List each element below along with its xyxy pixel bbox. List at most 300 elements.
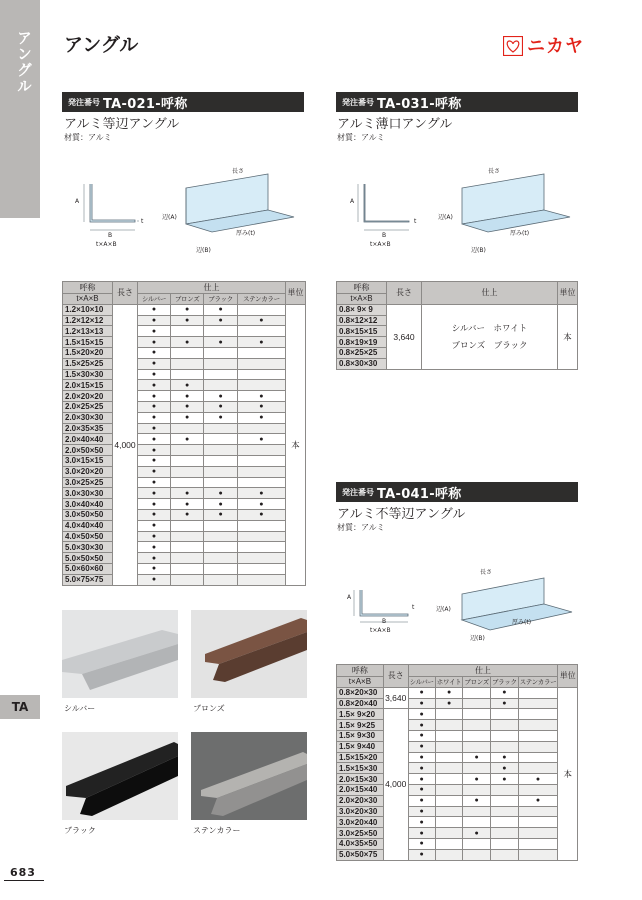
finish-dot-cell	[435, 752, 463, 763]
finish-dot-cell	[170, 358, 203, 369]
finish-dot-cell	[237, 455, 285, 466]
finish-dot-cell: ●	[170, 380, 203, 391]
col-hosho: 呼称	[337, 282, 387, 294]
finish-dot-cell	[204, 574, 238, 585]
finish-dot-cell	[170, 531, 203, 542]
finish-dot-cell: ●	[204, 401, 238, 412]
finish-header: ステンカラー	[237, 294, 285, 305]
finish-dot-cell: ●	[408, 709, 435, 720]
brand-logo: ニカヤ	[527, 36, 584, 57]
finish-dot-cell: ●	[237, 401, 285, 412]
stain-color-angle-photo	[191, 732, 307, 820]
finish-dot-cell	[490, 806, 518, 817]
finish-dot-cell	[518, 817, 558, 828]
ta021-dim-t: t	[141, 218, 144, 225]
finish-dot-cell	[237, 466, 285, 477]
table-row	[63, 391, 306, 402]
ta021-code-bar	[62, 92, 304, 112]
ta031-dim-b: B	[382, 232, 387, 239]
order-no-label: 発注番号	[342, 97, 374, 107]
finish-dot-cell	[435, 784, 463, 795]
finish-dot-cell: ●	[138, 553, 171, 564]
finish-dot-cell	[518, 752, 558, 763]
finish-dot-cell	[518, 720, 558, 731]
black-angle-photo	[62, 732, 178, 820]
finish-dot-cell: ●	[138, 542, 171, 553]
ta021-dim-txaxb: t×A×B	[96, 241, 117, 248]
finish-dot-cell: ●	[138, 326, 171, 337]
finish-dot-cell	[204, 434, 238, 445]
finish-dot-cell	[237, 477, 285, 488]
table-row	[337, 709, 578, 720]
finish-dot-cell: ●	[237, 412, 285, 423]
size-cell: 3.0×20×30	[337, 806, 384, 817]
finish-dot-cell: ●	[138, 477, 171, 488]
table-row	[337, 720, 578, 731]
finish-dot-cell: ●	[138, 401, 171, 412]
finish-dot-cell: ●	[204, 488, 238, 499]
size-cell: 3.0×20×20	[63, 466, 113, 477]
col-txaxb: t×A×B	[63, 294, 113, 305]
finish-dot-cell: ●	[237, 509, 285, 520]
table-row	[337, 687, 578, 698]
finish-dot-cell: ●	[408, 784, 435, 795]
table-row	[337, 698, 578, 709]
finish-dot-cell: ●	[490, 763, 518, 774]
finish-dot-cell	[204, 358, 238, 369]
finish-dot-cell: ●	[170, 499, 203, 510]
ta041-spec-table	[336, 664, 578, 861]
ta041-material: 材質：アルミ	[337, 523, 385, 532]
finish-dot-cell: ●	[204, 499, 238, 510]
finish-dot-cell	[463, 709, 491, 720]
size-cell: 1.5× 9×30	[337, 730, 384, 741]
size-cell: 1.5×25×25	[63, 358, 113, 369]
bronze-angle-photo	[191, 610, 307, 698]
table-row	[63, 412, 306, 423]
col-unit: 単位	[558, 665, 578, 688]
heart-logo-icon	[503, 36, 523, 56]
finish-dot-cell: ●	[408, 730, 435, 741]
size-cell: 1.5× 9×25	[337, 720, 384, 731]
table-row	[63, 423, 306, 434]
finish-dot-cell: ●	[170, 412, 203, 423]
finish-dot-cell: ●	[463, 795, 491, 806]
col-txaxb: t×A×B	[337, 294, 387, 305]
ta031-dim-side-a: 辺(A)	[438, 214, 453, 221]
size-cell: 3.0×30×30	[63, 488, 113, 499]
finish-dot-cell	[435, 806, 463, 817]
size-cell: 4.0×50×50	[63, 531, 113, 542]
finish-dot-cell: ●	[490, 687, 518, 698]
page-number-rule	[4, 880, 44, 881]
size-cell: 3.0×25×50	[337, 828, 384, 839]
size-cell: 0.8× 9× 9	[337, 304, 387, 315]
finish-dot-cell	[490, 784, 518, 795]
size-cell: 3.0×40×40	[63, 499, 113, 510]
finish-dot-cell: ●	[138, 380, 171, 391]
finish-dot-cell	[204, 326, 238, 337]
finish-dot-cell	[463, 741, 491, 752]
ta041-dim-thickness: 厚み(t)	[512, 619, 532, 626]
finish-dot-cell	[204, 466, 238, 477]
size-cell: 1.5×20×20	[63, 347, 113, 358]
table-row	[63, 520, 306, 531]
size-cell: 0.8×20×30	[337, 687, 384, 698]
finish-dot-cell	[435, 720, 463, 731]
table-row	[63, 455, 306, 466]
size-cell: 1.5×30×30	[63, 369, 113, 380]
table-row	[63, 542, 306, 553]
ta041-dim-t: t	[412, 604, 415, 611]
table-row	[337, 304, 578, 315]
size-cell: 2.0×20×30	[337, 795, 384, 806]
finish-dot-cell	[435, 763, 463, 774]
finish-line: ブロンズ ブラック	[451, 339, 528, 350]
finish-dot-cell	[204, 455, 238, 466]
finish-dot-cell	[170, 553, 203, 564]
size-cell: 3.0×20×40	[337, 817, 384, 828]
finish-dot-cell: ●	[408, 828, 435, 839]
finish-dot-cell	[170, 326, 203, 337]
finish-dot-cell	[435, 774, 463, 785]
size-cell: 0.8×25×25	[337, 347, 387, 358]
photo-caption-bronze: ブロンズ	[193, 704, 225, 713]
table-row	[63, 488, 306, 499]
finish-dot-cell: ●	[138, 520, 171, 531]
finish-dot-cell: ●	[138, 304, 171, 315]
size-cell: 5.0×50×50	[63, 553, 113, 564]
finish-dot-cell: ●	[204, 337, 238, 348]
finish-dot-cell	[518, 763, 558, 774]
ta021-spec-table	[62, 281, 306, 586]
size-cell: 2.0×40×40	[63, 434, 113, 445]
finish-dot-cell: ●	[170, 488, 203, 499]
col-unit: 単位	[558, 282, 578, 305]
size-cell: 0.8×15×15	[337, 326, 387, 337]
finish-dot-cell	[463, 806, 491, 817]
ta021-dim-side-b: 辺(B)	[196, 247, 211, 254]
finish-dot-cell: ●	[170, 434, 203, 445]
ta021-title: アルミ等辺アングル	[64, 117, 180, 132]
finish-dot-cell: ●	[463, 774, 491, 785]
finish-cell	[422, 304, 558, 369]
size-cell: 1.5×15×15	[63, 337, 113, 348]
size-cell: 0.8×30×30	[337, 358, 387, 369]
ta021-dim-b: B	[108, 232, 113, 239]
finish-dot-cell: ●	[237, 337, 285, 348]
order-no-label: 発注番号	[342, 487, 374, 497]
finish-dot-cell	[518, 806, 558, 817]
finish-dot-cell: ●	[138, 412, 171, 423]
finish-dot-cell	[490, 709, 518, 720]
finish-dot-cell	[518, 698, 558, 709]
size-cell: 4.0×40×40	[63, 520, 113, 531]
finish-dot-cell	[463, 687, 491, 698]
table-row	[63, 499, 306, 510]
ta041-title: アルミ不等辺アングル	[337, 507, 466, 522]
table-row	[63, 466, 306, 477]
ta021-dim-side-a: 辺(A)	[162, 214, 177, 221]
size-cell: 5.0×50×75	[337, 849, 384, 860]
finish-dot-cell: ●	[408, 741, 435, 752]
finish-dot-cell	[490, 795, 518, 806]
finish-dot-cell	[435, 838, 463, 849]
finish-dot-cell	[237, 520, 285, 531]
finish-dot-cell: ●	[237, 434, 285, 445]
finish-dot-cell	[518, 730, 558, 741]
ta041-code: TA-041-呼称	[377, 486, 462, 502]
finish-dot-cell	[204, 553, 238, 564]
finish-dot-cell	[490, 838, 518, 849]
finish-dot-cell: ●	[138, 423, 171, 434]
finish-dot-cell: ●	[518, 795, 558, 806]
size-cell: 2.0×15×15	[63, 380, 113, 391]
table-row	[337, 774, 578, 785]
finish-dot-cell	[518, 741, 558, 752]
photo-stain	[191, 732, 307, 824]
col-finish: 仕上	[408, 665, 558, 677]
size-cell: 2.0×25×25	[63, 401, 113, 412]
finish-dot-cell	[237, 445, 285, 456]
finish-dot-cell	[435, 795, 463, 806]
finish-dot-cell: ●	[204, 304, 238, 315]
finish-dot-cell: ●	[204, 509, 238, 520]
finish-dot-cell	[204, 477, 238, 488]
finish-dot-cell: ●	[138, 347, 171, 358]
ta041-dim-length: 長さ	[480, 569, 493, 576]
finish-dot-cell	[237, 358, 285, 369]
ta021-dim-thickness: 厚み(t)	[236, 230, 256, 237]
finish-dot-cell	[170, 347, 203, 358]
finish-dot-cell: ●	[170, 304, 203, 315]
finish-dot-cell: ●	[204, 315, 238, 326]
finish-dot-cell: ●	[138, 499, 171, 510]
finish-dot-cell: ●	[138, 563, 171, 574]
table-row	[63, 477, 306, 488]
finish-list	[423, 320, 556, 354]
ta041-dim-side-b: 辺(B)	[470, 635, 485, 642]
size-cell: 4.0×35×50	[337, 838, 384, 849]
ta041-dim-txaxb: t×A×B	[370, 627, 391, 634]
finish-dot-cell: ●	[138, 369, 171, 380]
ta031-material: 材質：アルミ	[337, 133, 385, 142]
table-row	[337, 806, 578, 817]
finish-dot-cell	[237, 542, 285, 553]
col-length: 長さ	[387, 282, 422, 305]
length-cell: 3,640	[387, 304, 422, 369]
finish-dot-cell	[518, 838, 558, 849]
finish-dot-cell	[518, 687, 558, 698]
finish-dot-cell	[204, 542, 238, 553]
ta031-dim-side-b: 辺(B)	[471, 247, 486, 254]
unit-cell: 本	[558, 687, 578, 860]
finish-header: ブロンズ	[170, 294, 203, 305]
finish-dot-cell: ●	[170, 315, 203, 326]
size-cell: 3.0×25×25	[63, 477, 113, 488]
finish-dot-cell: ●	[204, 391, 238, 402]
finish-dot-cell	[435, 730, 463, 741]
length-cell: 4,000	[113, 304, 138, 585]
photo-black	[62, 732, 178, 824]
unit-cell: 本	[286, 304, 306, 585]
finish-dot-cell	[490, 849, 518, 860]
finish-dot-cell	[170, 466, 203, 477]
size-cell: 2.0×15×40	[337, 784, 384, 795]
finish-header: ブラック	[204, 294, 238, 305]
finish-dot-cell	[237, 326, 285, 337]
finish-line: シルバー ホワイト	[451, 322, 528, 333]
photo-caption-silver: シルバー	[64, 704, 96, 713]
length-cell: 3,640	[383, 687, 408, 709]
ta041-dim-b: B	[382, 618, 387, 625]
finish-dot-cell	[237, 423, 285, 434]
table-row	[63, 380, 306, 391]
finish-dot-cell: ●	[237, 499, 285, 510]
finish-dot-cell: ●	[138, 574, 171, 585]
finish-dot-cell	[237, 369, 285, 380]
col-hosho: 呼称	[337, 665, 384, 677]
size-cell: 0.8×20×40	[337, 698, 384, 709]
silver-angle-photo	[62, 610, 178, 698]
finish-header: シルバー	[408, 677, 435, 688]
finish-dot-cell: ●	[408, 698, 435, 709]
section-tab[interactable]: TA	[0, 695, 40, 719]
col-unit: 単位	[286, 282, 306, 305]
finish-dot-cell: ●	[435, 687, 463, 698]
col-length: 長さ	[383, 665, 408, 688]
size-cell: 2.0×15×30	[337, 774, 384, 785]
finish-dot-cell	[463, 720, 491, 731]
finish-dot-cell	[463, 784, 491, 795]
finish-dot-cell	[518, 709, 558, 720]
table-row	[63, 347, 306, 358]
finish-dot-cell	[204, 531, 238, 542]
finish-dot-cell	[435, 828, 463, 839]
size-cell: 3.0×50×50	[63, 509, 113, 520]
size-cell: 5.0×75×75	[63, 574, 113, 585]
finish-dot-cell: ●	[408, 849, 435, 860]
finish-dot-cell: ●	[204, 412, 238, 423]
ta031-dim-txaxb: t×A×B	[370, 241, 391, 248]
table-row	[63, 369, 306, 380]
finish-dot-cell: ●	[138, 531, 171, 542]
finish-header: ブロンズ	[463, 677, 491, 688]
finish-dot-cell	[237, 347, 285, 358]
table-row	[63, 434, 306, 445]
finish-dot-cell: ●	[138, 488, 171, 499]
size-cell: 1.5× 9×20	[337, 709, 384, 720]
table-row	[337, 849, 578, 860]
finish-header: ブラック	[490, 677, 518, 688]
table-row	[63, 509, 306, 520]
table-row	[63, 445, 306, 456]
ta021-dim-a: A	[75, 198, 80, 205]
size-cell: 2.0×30×30	[63, 412, 113, 423]
ta041-code-bar	[336, 482, 578, 502]
finish-dot-cell: ●	[170, 401, 203, 412]
finish-dot-cell: ●	[138, 509, 171, 520]
finish-dot-cell: ●	[170, 509, 203, 520]
table-row	[63, 401, 306, 412]
photo-caption-stain: ステンカラー	[193, 826, 241, 835]
finish-dot-cell: ●	[138, 337, 171, 348]
table-row	[63, 315, 306, 326]
finish-dot-cell	[435, 849, 463, 860]
finish-dot-cell	[463, 849, 491, 860]
table-row	[63, 553, 306, 564]
ta031-code-bar	[336, 92, 578, 112]
order-no-label: 発注番号	[68, 97, 100, 107]
ta021-material: 材質：アルミ	[64, 133, 112, 142]
finish-dot-cell: ●	[237, 391, 285, 402]
finish-dot-cell: ●	[408, 763, 435, 774]
finish-dot-cell	[204, 380, 238, 391]
finish-dot-cell	[463, 730, 491, 741]
table-row	[63, 358, 306, 369]
finish-dot-cell: ●	[408, 774, 435, 785]
col-finish: 仕上	[422, 282, 558, 305]
ta031-title: アルミ薄口アングル	[337, 117, 453, 132]
finish-dot-cell	[170, 563, 203, 574]
ta041-dim-a: A	[347, 594, 352, 601]
size-cell: 5.0×60×60	[63, 563, 113, 574]
finish-dot-cell	[204, 520, 238, 531]
finish-dot-cell	[435, 741, 463, 752]
col-hosho: 呼称	[63, 282, 113, 294]
finish-dot-cell	[435, 709, 463, 720]
size-cell: 1.2×13×13	[63, 326, 113, 337]
finish-dot-cell	[237, 531, 285, 542]
size-cell: 2.0×35×35	[63, 423, 113, 434]
size-cell: 3.0×15×15	[63, 455, 113, 466]
unit-cell: 本	[558, 304, 578, 369]
finish-dot-cell	[170, 477, 203, 488]
page-number: 683	[10, 866, 36, 879]
finish-dot-cell	[237, 574, 285, 585]
photo-caption-black: ブラック	[64, 826, 96, 835]
finish-dot-cell	[490, 720, 518, 731]
ta021-code: TA-021-呼称	[103, 96, 188, 112]
finish-dot-cell	[204, 369, 238, 380]
finish-dot-cell: ●	[408, 795, 435, 806]
finish-dot-cell	[237, 380, 285, 391]
ta031-dim-t: t	[414, 218, 417, 225]
finish-dot-cell: ●	[408, 687, 435, 698]
photo-silver	[62, 610, 178, 702]
table-row	[337, 817, 578, 828]
size-cell: 1.5×15×30	[337, 763, 384, 774]
finish-dot-cell: ●	[138, 358, 171, 369]
finish-dot-cell	[170, 423, 203, 434]
finish-dot-cell: ●	[237, 315, 285, 326]
finish-dot-cell: ●	[435, 698, 463, 709]
finish-dot-cell	[490, 730, 518, 741]
size-cell: 2.0×20×20	[63, 391, 113, 402]
table-row	[337, 752, 578, 763]
size-cell: 1.5× 9×40	[337, 741, 384, 752]
ta021-dim-length: 長さ	[232, 168, 245, 175]
finish-dot-cell	[490, 817, 518, 828]
col-txaxb: t×A×B	[337, 677, 384, 688]
finish-header: ホワイト	[435, 677, 463, 688]
ta031-dim-thickness: 厚み(t)	[510, 230, 530, 237]
finish-dot-cell	[237, 553, 285, 564]
finish-dot-cell: ●	[138, 391, 171, 402]
finish-dot-cell: ●	[408, 838, 435, 849]
col-length: 長さ	[113, 282, 138, 305]
size-cell: 2.0×50×50	[63, 445, 113, 456]
